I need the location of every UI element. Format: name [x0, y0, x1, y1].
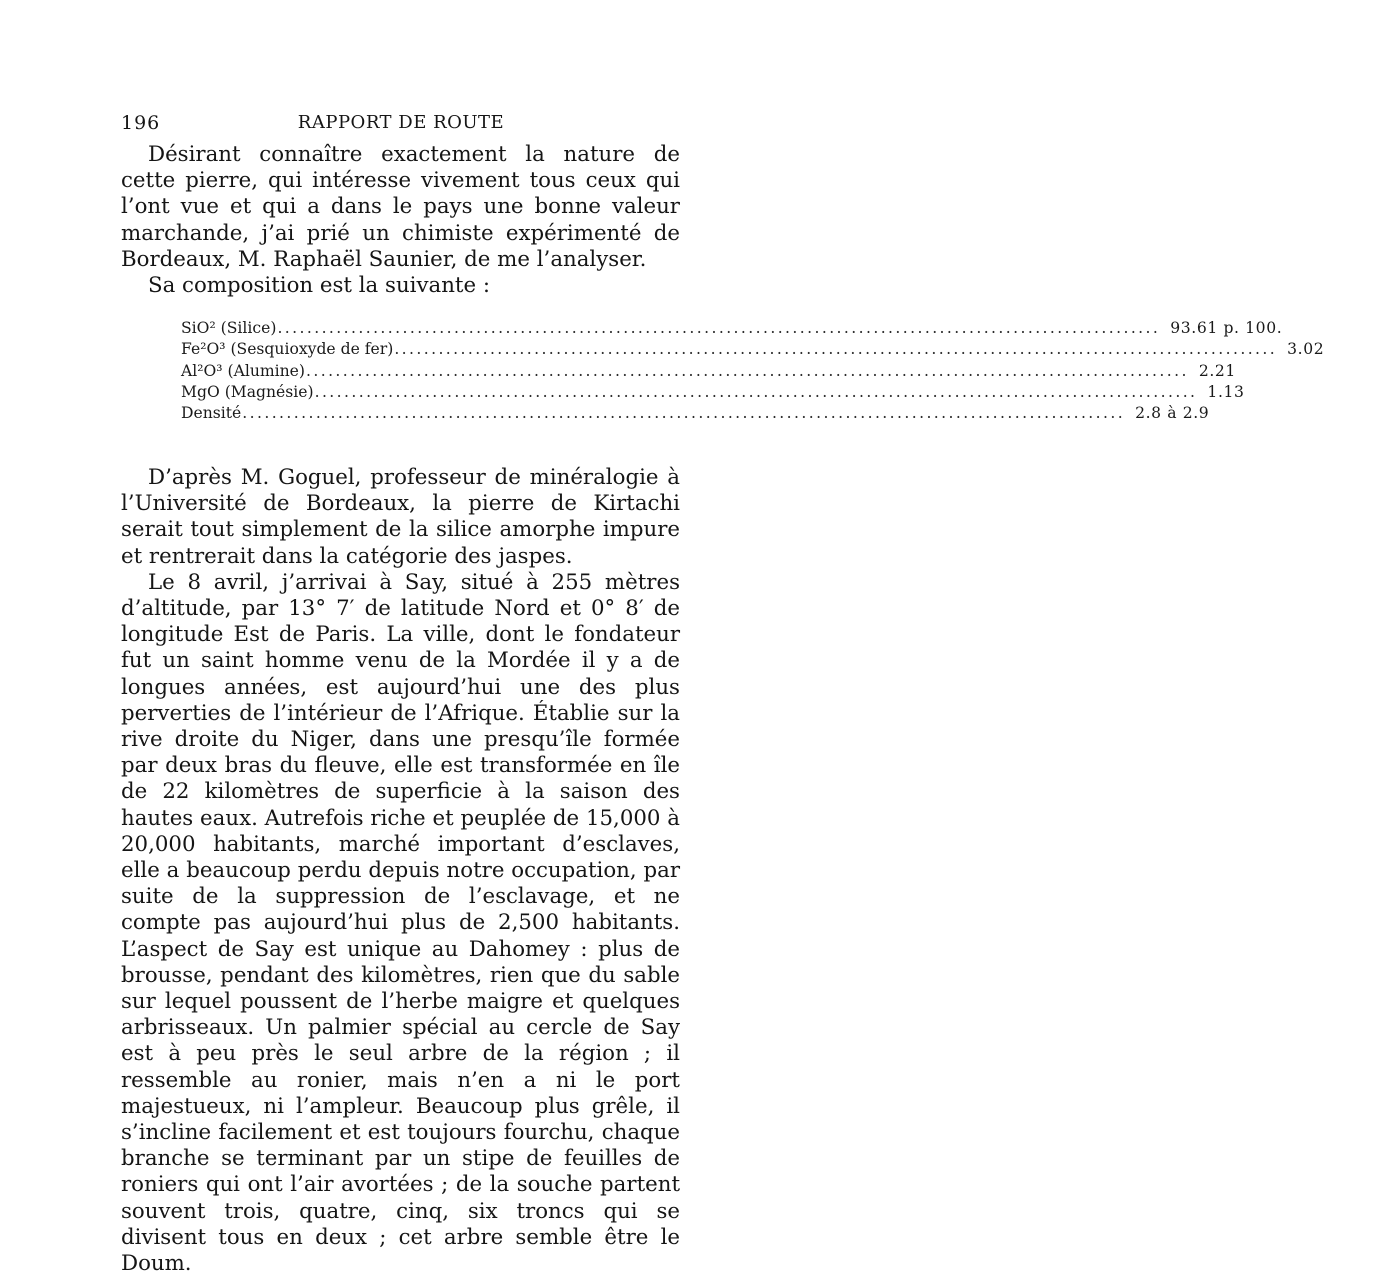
composition-value: 2.21: [1198, 361, 1236, 380]
composition-row: [181, 318, 1283, 339]
page-header: [121, 112, 681, 142]
composition-label: Al²O³ (Alumine): [181, 361, 305, 380]
composition-value: 2.8 à 2.9: [1135, 404, 1210, 423]
composition-label: SiO² (Silice): [181, 319, 277, 337]
paragraph-analysis-request: Désirant connaître exactement la nature de cette pierre, qui intéresse vivement tous ceux qui l’ont vue et qui a dans le pays une bonne valeur marchande, j’ai prié un chimiste expérimenté de Bordeaux, M. Raphaël Saunier, de me l’analyser.: [121, 142, 680, 272]
paragraph-say: Le 8 avril, j’arrivai à Say, situé à 255 mètres d’altitude, par 13° 7′ de latitude Nord et 0° 8′ de longitude Est de Paris. La ville, dont le fondateur fut un saint homme venu de la Mordée il y a de longues années, est aujourd’hui une des plus perverties de l’intérieur de l’Afrique. Établie sur la rive droite du Niger, dans une presqu’île formée par deux bras du fleuve, elle est transformée en île de 22 kilomètres de superficie à la saison des hautes eaux. Autrefois riche et peuplée de 15,000 à 20,000 habitants, marché important d’esclaves, elle a beaucoup perdu depuis notre occupation, par suite de la suppression de l’esclavage, et ne compte pas aujourd’hui plus de 2,500 habitants. L’aspect de Say est unique au Dahomey : plus de brousse, pendant des kilomètres, rien que du sable sur lequel poussent de l’herbe maigre et quelques arbrisseaux. Un palmier spécial au cercle de Say est à peu près le seul arbre de la région ; il ressemble au ronier, mais n’en a ni le port majestueux, ni l’ampleur. Beaucoup plus grêle, il s’incline facilement et est toujours fourchu, chaque branche se terminant par un stipe de feuilles de roniers qui ont l’air avortées ; de la souche partent souvent trois, quatre, cinq, six troncs qui se divisent tous en deux ; cet arbre semble être le Doum.: [121, 569, 680, 1277]
composition-value: 3.02: [1287, 340, 1325, 359]
paragraph-composition-intro: Sa composition est la suivante :: [148, 273, 491, 299]
running-head: RAPPORT DE ROUTE: [297, 112, 505, 133]
leader-dots: ........................................................................................................................: [394, 340, 1278, 359]
composition-row: [181, 403, 1210, 424]
leader-dots: ........................................................................................................................: [306, 361, 1189, 380]
composition-label: Fe²O³ (Sesquioxyde de fer): [181, 340, 394, 359]
composition-row: [181, 361, 1236, 382]
leader-dots: ........................................................................................................................: [277, 319, 1161, 337]
composition-value: 1.13: [1207, 382, 1245, 401]
composition-table: [181, 318, 1325, 424]
body-text: [121, 465, 680, 1277]
composition-value: 93.61 p. 100.: [1170, 319, 1283, 337]
page-number: 196: [121, 112, 161, 134]
paragraph-goguel: D’après M. Goguel, professeur de minéralogie à l’Université de Bordeaux, la pierre de Kirtachi serait tout simplement de la silice amorphe impure et rentrerait dans la catégorie des jaspes.: [121, 465, 680, 569]
composition-row: [181, 339, 1325, 360]
leader-dots: ........................................................................................................................: [242, 404, 1126, 423]
intro-text: [121, 142, 680, 299]
leader-dots: ........................................................................................................................: [314, 382, 1198, 401]
composition-label: Densité: [181, 404, 242, 423]
composition-row: [181, 382, 1245, 403]
composition-label: MgO (Magnésie): [181, 382, 314, 401]
